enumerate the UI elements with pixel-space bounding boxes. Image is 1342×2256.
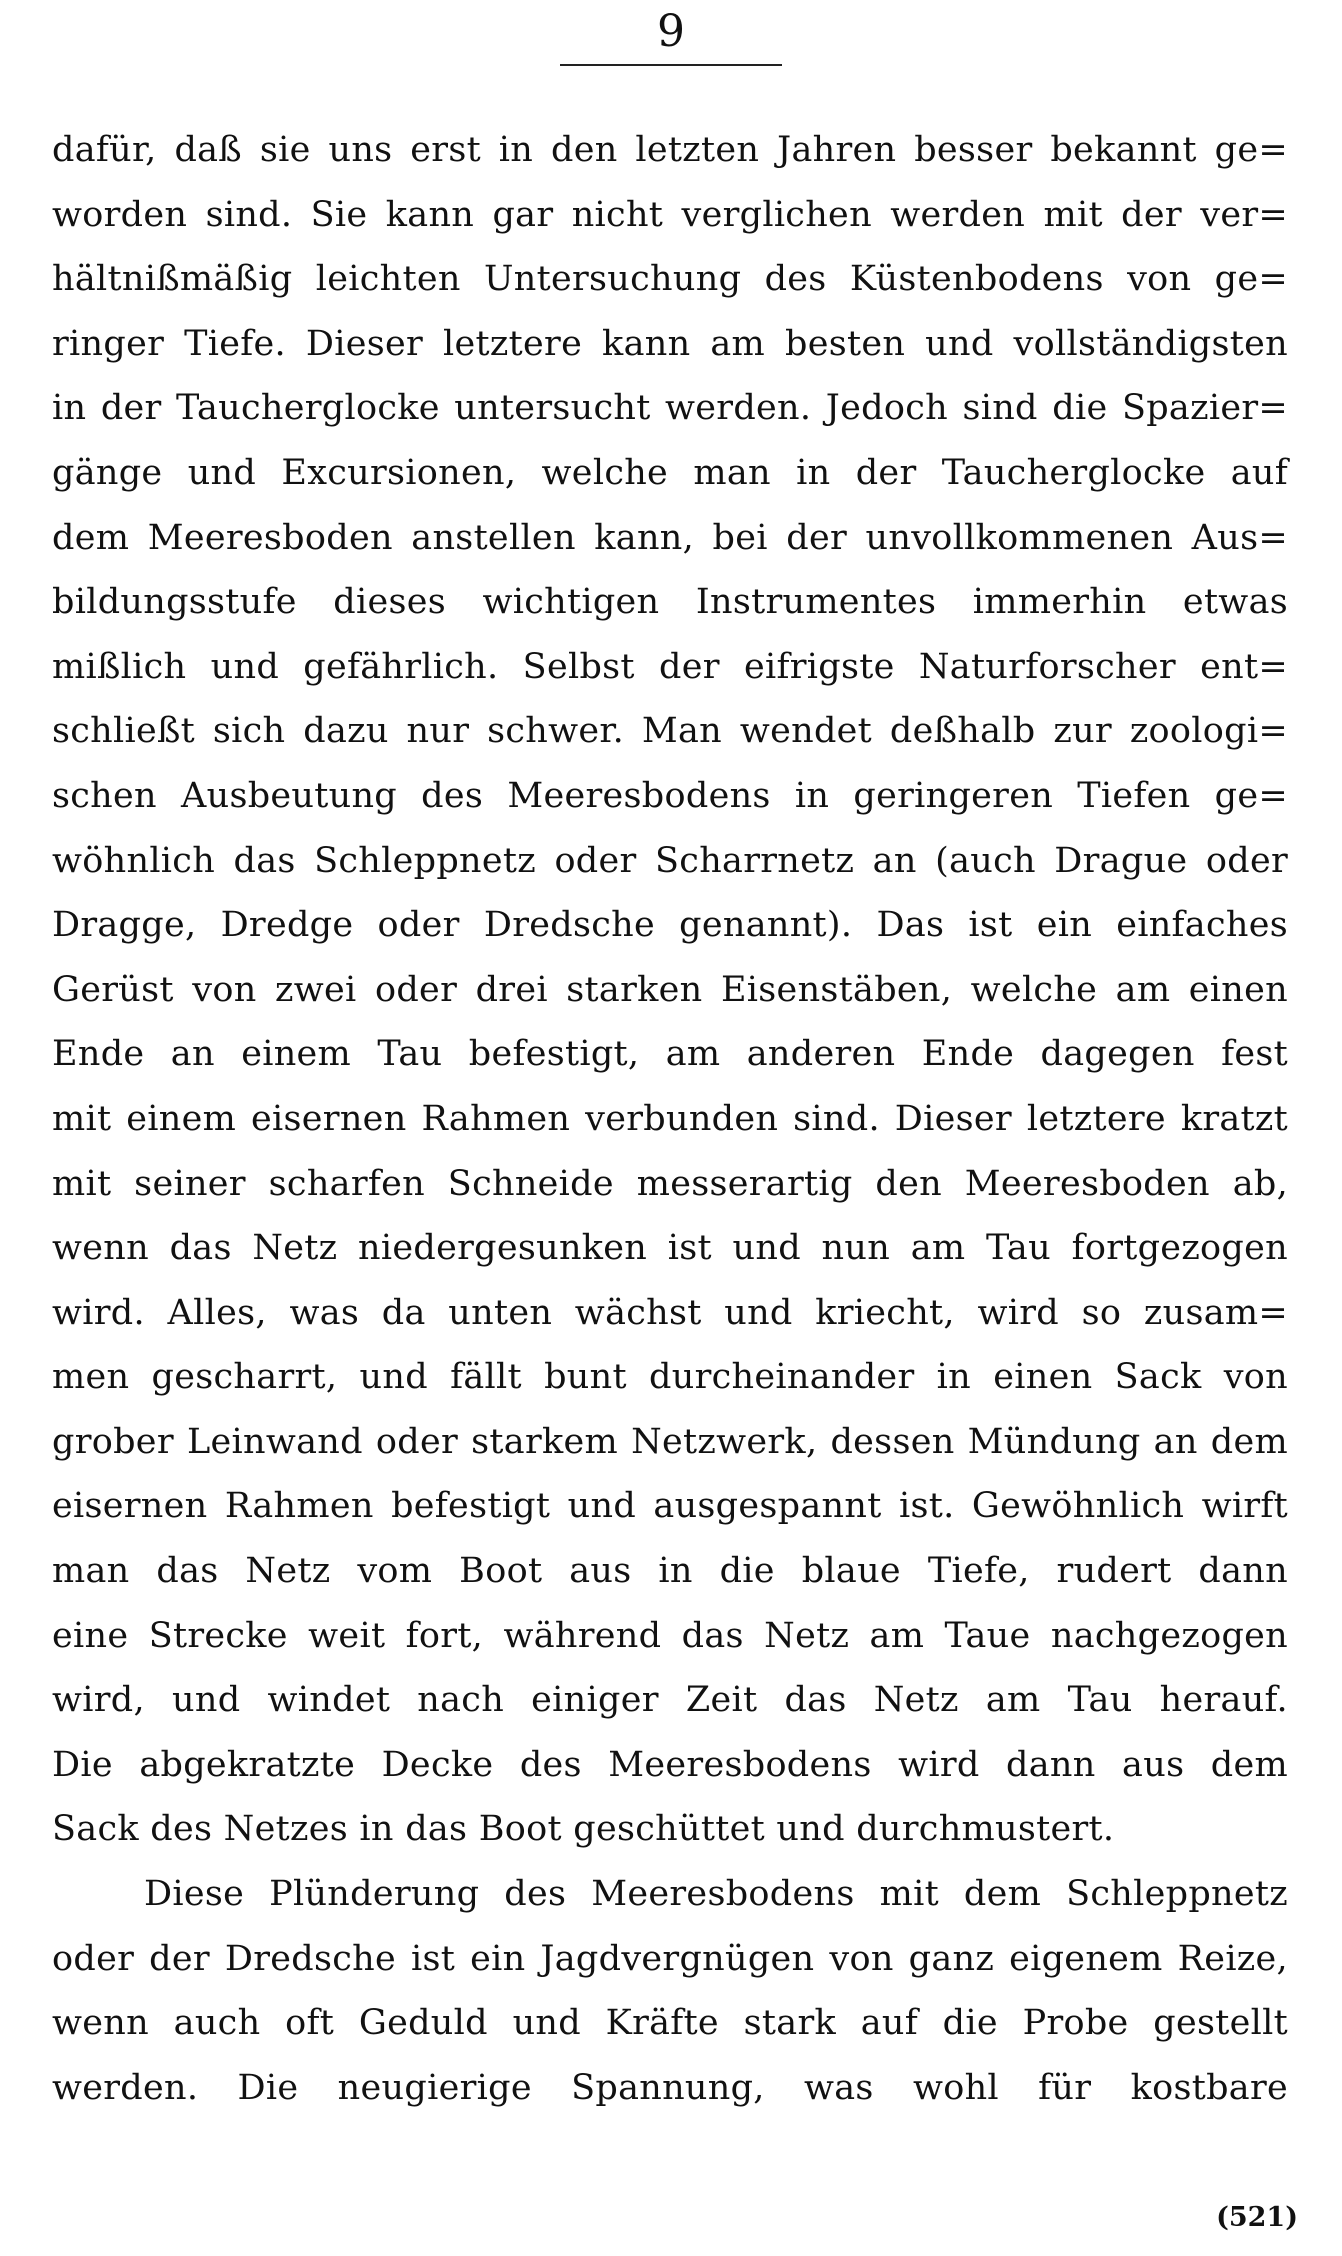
text-line: eisernen Rahmen befestigt und ausgespannt ist. Gewöhnlich wirft [52, 1486, 1288, 1527]
text-line: Die abgekratzte Decke des Meeresbodens wird dann aus dem [52, 1744, 1288, 1785]
text-line: man das Netz vom Boot aus in die blaue Tiefe, rudert dann [52, 1551, 1288, 1592]
text-line: schen Ausbeutung des Meeresbodens in geringeren Tiefen ge= [52, 775, 1288, 816]
text-line: wöhnlich das Schleppnetz oder Scharrnetz an (auch Drague oder [52, 840, 1288, 881]
text-line: schließt sich dazu nur schwer. Man wendet deßhalb zur zoologi= [52, 711, 1288, 752]
text-line: Diese Plünderung des Meeresbodens mit dem Schleppnetz [144, 1874, 1288, 1915]
text-line: in der Taucherglocke untersucht werden. Jedoch sind die Spazier= [52, 388, 1288, 429]
body-text [52, 118, 1288, 2120]
text-line: eine Strecke weit fort, während das Netz am Taue nachgezogen [52, 1615, 1288, 1656]
text-line: werden. Die neugierige Spannung, was wohl für kostbare [52, 2067, 1288, 2108]
text-line: mißlich und gefährlich. Selbst der eifrigste Naturforscher ent= [52, 646, 1288, 687]
text-line: hältnißmäßig leichten Untersuchung des Küstenbodens von ge= [52, 259, 1288, 300]
text-line: Gerüst von zwei oder drei starken Eisenstäben, welche am einen [52, 969, 1288, 1010]
text-line: Sack des Netzes in das Boot geschüttet und durchmustert. [52, 1809, 1115, 1850]
text-line: dem Meeresboden anstellen kann, bei der unvollkommenen Aus= [52, 517, 1288, 558]
text-line: wenn auch oft Geduld und Kräfte stark auf die Probe gestellt [52, 2003, 1288, 2044]
text-line: wird, und windet nach einiger Zeit das Netz am Tau herauf. [52, 1680, 1288, 1721]
text-line: wird. Alles, was da unten wächst und kriecht, wird so zusam= [52, 1292, 1288, 1333]
text-line: grober Leinwand oder starkem Netzwerk, dessen Mündung an dem [52, 1421, 1288, 1462]
text-line: bildungsstufe dieses wichtigen Instrumentes immerhin etwas [52, 582, 1288, 623]
header-rule [560, 64, 782, 66]
text-line: worden sind. Sie kann gar nicht verglichen werden mit der ver= [52, 194, 1288, 235]
text-line: wenn das Netz niedergesunken ist und nun am Tau fortgezogen [52, 1228, 1288, 1269]
text-line: mit einem eisernen Rahmen verbunden sind. Dieser letztere kratzt [52, 1098, 1288, 1139]
text-line: Dragge, Dredge oder Dredsche genannt). Das ist ein einfaches [52, 905, 1288, 946]
printer-signature: (521) [1216, 2202, 1298, 2233]
text-line: ringer Tiefe. Dieser letztere kann am besten und vollständigsten [52, 323, 1288, 364]
page-number: 9 [657, 6, 685, 57]
text-line: oder der Dredsche ist ein Jagdvergnügen von ganz eigenem Reize, [52, 1938, 1288, 1979]
text-line: Ende an einem Tau befestigt, am anderen Ende dagegen fest [52, 1034, 1288, 1075]
text-line: mit seiner scharfen Schneide messerartig den Meeresboden ab, [52, 1163, 1288, 1204]
text-line: men gescharrt, und fällt bunt durcheinander in einen Sack von [52, 1357, 1288, 1398]
text-line: gänge und Excursionen, welche man in der Taucherglocke auf [52, 452, 1288, 493]
text-line: dafür, daß sie uns erst in den letzten Jahren besser bekannt ge= [52, 130, 1288, 170]
